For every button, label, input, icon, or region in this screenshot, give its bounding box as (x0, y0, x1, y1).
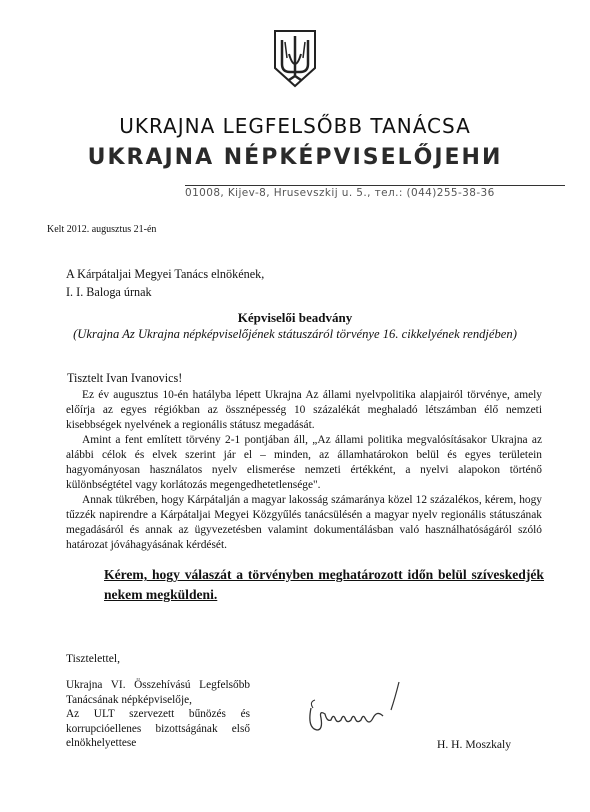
recipient-line-1: A Kárpátaljai Megyei Tanács elnökének, (66, 267, 265, 281)
document-title: Képviselői beadvány (237, 310, 353, 325)
request-line-1: Kérem, hogy válaszát a törvényben meghatározott időn belül szíveskedjék (104, 567, 544, 582)
body-paragraph-3: Annak tükrében, hogy Kárpátalján a magyar lakosság számaránya közel 12 százalékos, kérem, hogy tűzzék napirendre a Kárpátaljai Megyei Közgyűlés tanácsülésén a magyar nyelv regionális státuszának megadásáról és annak az ügyvezetésben valamint dokumentálásban való használhatóságáról szóló határozat jóváhagyásának kérdését. (66, 494, 542, 551)
body-paragraph-2: Amint a fent említett törvény 2-1 pontjában áll, „Az állami politika megvalósításakor Ukrajna az alábbi célok és elvek szerint jár el – minden, az államhatárokon belül és egyes területein hagyományosan használatos nyelv elismerése nemzeti értékként, a nyelvi alapokon történő különbségtétel vagy korlátozás megengedhetetlensége". (66, 434, 542, 491)
letter-body (66, 388, 542, 553)
document-subtitle: (Ukrajna Az Ukrajna népképviselőjének státuszáról törvénye 16. cikkelyének rendjében) (73, 327, 517, 341)
sender-title-line: Az ULT szervezett bűnözés és (66, 708, 250, 721)
header-address: 01008, Kijev-8, Hrusevszkij u. 5., тел.: (044)255-38-36 (185, 185, 565, 199)
recipient-line-2: I. I. Baloga úrnak (66, 285, 152, 299)
handwritten-signature-icon (303, 678, 423, 748)
sender-name: H. H. Moszkaly (437, 738, 512, 751)
sender-title-line: Tanácsának népképviselője, (66, 693, 192, 706)
header-deputy: UKRAJNA NÉPKÉPVISELŐJEHИ (87, 145, 503, 170)
request-line-2: nekem megküldeni. (104, 587, 218, 602)
closing: Tisztelettel, (66, 652, 120, 665)
body-paragraph-1: Ez év augusztus 10-én hatályba lépett Ukrajna Az állami nyelvpolitika alapjairól törvénye, amely előírja az egyes régiókban az össznépesség 10 százalékát meghaladó létszámban élő nemzeti kisebbségek nyelvének a regionális státusz megadását. (66, 389, 542, 431)
request-statement (104, 565, 544, 605)
trident-emblem-icon (272, 28, 318, 88)
sender-title-block (66, 678, 250, 751)
sender-title-line: Ukrajna VI. Összehívású Legfelsőbb (66, 679, 250, 691)
salutation: Tisztelt Ivan Ivanovics! (67, 371, 183, 385)
header-council: UKRAJNA LEGFELSŐBB TANÁCSA (119, 114, 471, 138)
recipient-block (66, 265, 264, 301)
sender-title-line: korrupcióellenes bizottságának első (66, 722, 250, 735)
sender-title-line: elnökhelyettese (66, 737, 137, 750)
letter-date: Kelt 2012. augusztus 21-én (47, 224, 157, 235)
